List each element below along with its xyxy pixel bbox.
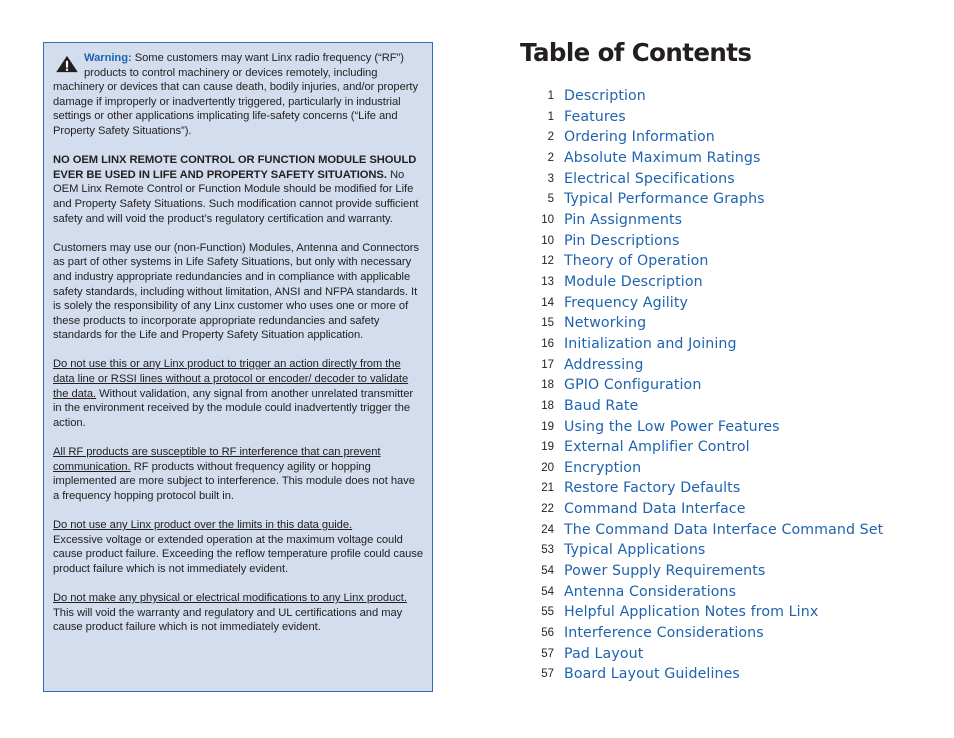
toc-entry[interactable] — [520, 520, 940, 541]
toc-link[interactable]: Typical Performance Graphs — [564, 191, 765, 208]
toc-link[interactable]: Interference Considerations — [564, 625, 764, 642]
toc-page-number: 56 — [541, 627, 554, 640]
toc-entry[interactable] — [520, 107, 940, 128]
toc-link[interactable]: Pin Assignments — [564, 211, 683, 228]
toc-entry[interactable] — [520, 561, 940, 582]
toc-page-number: 22 — [541, 503, 554, 516]
toc-page-number: 17 — [541, 358, 554, 371]
toc-entry[interactable] — [520, 499, 940, 520]
warning-label: Warning: — [84, 52, 132, 64]
oem-text: No OEM Linx Remote Control or Function Module should be modified for Life and Property Safety Situations. Such modification cannot provide sufficient safety and will void the product’s regulatory certification and warranty. — [53, 168, 419, 225]
toc-link[interactable]: Theory of Operation — [564, 253, 709, 270]
toc-entry[interactable] — [520, 231, 940, 252]
toc-page-number: 18 — [541, 399, 554, 412]
toc-title: Table of Contents — [520, 38, 752, 67]
rf-paragraph — [53, 445, 424, 503]
customers-paragraph — [53, 241, 424, 343]
toc-entry[interactable] — [520, 210, 940, 231]
toc-entry[interactable] — [520, 127, 940, 148]
toc-link[interactable]: Networking — [564, 315, 647, 332]
toc-entry[interactable] — [520, 375, 940, 396]
toc-link[interactable]: Antenna Considerations — [564, 583, 737, 600]
customers-text: Customers may use our (non-Function) Modules, Antenna and Connectors as part of other systems in Life Safety Situations, but only with necessary and industry appropriate redundancies and in compliance with applicable safety standards, including without limitation, ANSI and NFPA standards. It is solely the responsibility of any Linx customer who uses one or more of these products to incorporate appropriate redundancies and safety standards for the Life and Property Safety Situation application. — [53, 241, 419, 342]
toc-page-number: 19 — [541, 441, 554, 454]
toc-page-number: 57 — [541, 647, 554, 660]
toc-link[interactable]: External Amplifier Control — [564, 439, 750, 456]
limits-underlined-text: Do not use any Linx product over the limits in this data guide. — [53, 519, 353, 531]
toc-entry[interactable] — [520, 664, 940, 685]
toc-entry[interactable] — [520, 272, 940, 293]
toc-link[interactable]: Description — [564, 88, 646, 104]
toc-link[interactable]: Helpful Application Notes from Linx — [564, 604, 819, 621]
trigger-underlined-text: Do not use this or any Linx product to trigger an action directly from the data line or RSSI lines without a protocol or encoder/ decoder to validate the data. — [53, 358, 409, 400]
toc-link[interactable]: Typical Applications — [564, 542, 706, 559]
toc-entry[interactable] — [520, 437, 940, 458]
toc-list — [520, 86, 940, 685]
toc-entry[interactable] — [520, 396, 940, 417]
toc-page-number: 53 — [541, 544, 554, 557]
toc-page-number: 5 — [547, 193, 554, 206]
toc-link[interactable]: Board Layout Guidelines — [564, 666, 740, 683]
toc-page-number: 10 — [541, 213, 554, 226]
toc-page-number: 19 — [541, 420, 554, 433]
warning-icon — [54, 55, 80, 73]
mods-paragraph — [53, 591, 424, 635]
mods-underlined-text: Do not make any physical or electrical modifications to any Linx product. — [53, 591, 407, 604]
toc-link[interactable]: Power Supply Requirements — [564, 563, 766, 580]
toc-entry[interactable] — [520, 355, 940, 376]
toc-page-number: 10 — [541, 234, 554, 247]
toc-entry[interactable] — [520, 169, 940, 190]
toc-entry[interactable] — [520, 623, 940, 644]
toc-page-number: 1 — [547, 90, 554, 102]
warning-intro-paragraph — [53, 51, 424, 139]
toc-page-number: 21 — [541, 482, 554, 495]
toc-link[interactable]: Baud Rate — [564, 397, 639, 414]
toc-link[interactable]: Command Data Interface — [564, 501, 746, 518]
toc-entry[interactable] — [520, 582, 940, 603]
toc-page-number: 57 — [541, 668, 554, 681]
limits-text: Excessive voltage or extended operation at the maximum voltage could cause product failure. Exceeding the reflow temperature profile could cause product failure which is not immediately evident. — [53, 533, 423, 575]
toc-link[interactable]: Using the Low Power Features — [564, 418, 780, 435]
toc-entry[interactable] — [520, 313, 940, 334]
toc-link[interactable]: Features — [564, 108, 626, 125]
toc-page-number: 16 — [541, 337, 554, 350]
oem-paragraph — [53, 153, 424, 226]
toc-entry[interactable] — [520, 602, 940, 623]
toc-link[interactable]: GPIO Configuration — [564, 377, 702, 394]
toc-entry[interactable] — [520, 540, 940, 561]
toc-page-number: 13 — [541, 275, 554, 288]
toc-entry[interactable] — [520, 293, 940, 314]
toc-page-number: 14 — [541, 296, 554, 309]
toc-link[interactable]: Module Description — [564, 273, 703, 290]
toc-link[interactable]: Addressing — [564, 356, 644, 373]
toc-link[interactable]: Frequency Agility — [564, 294, 688, 311]
toc-entry[interactable] — [520, 417, 940, 438]
toc-link[interactable]: Encryption — [564, 459, 642, 476]
warning-intro-text: Some customers may want Linx radio frequency (“RF”) products to control machinery or devices remotely, including machinery or devices that can cause death, bodily injuries, and/or property damage if improperly or inadvertently triggered, particularly in industrial settings or other applications implicating life-safety concerns (“Life and Property Safety Situations”). — [53, 52, 419, 137]
toc-page-number: 18 — [541, 379, 554, 392]
toc-entry[interactable] — [520, 148, 940, 169]
warning-box — [43, 42, 433, 692]
toc-entry[interactable] — [520, 86, 940, 107]
toc-link[interactable]: Pad Layout — [564, 645, 644, 662]
limits-paragraph — [53, 518, 424, 576]
toc-link[interactable]: Electrical Specifications — [564, 170, 735, 187]
toc-link[interactable]: The Command Data Interface Command Set — [564, 521, 884, 538]
toc-entry[interactable] — [520, 458, 940, 479]
toc-link[interactable]: Ordering Information — [564, 129, 715, 146]
toc-link[interactable]: Pin Descriptions — [564, 232, 680, 249]
toc-page-number: 24 — [541, 523, 554, 536]
toc-page-number: 3 — [547, 172, 554, 185]
toc-page-number: 15 — [541, 317, 554, 330]
toc-entry[interactable] — [520, 334, 940, 355]
toc-page-number: 12 — [541, 255, 554, 268]
toc-page-number: 54 — [541, 585, 554, 598]
toc-page-number: 54 — [541, 565, 554, 578]
toc-page-number: 2 — [547, 131, 554, 144]
trigger-paragraph — [53, 357, 424, 430]
toc-page-number: 20 — [541, 461, 554, 474]
toc-page-number: 1 — [547, 110, 554, 123]
toc-link[interactable]: Restore Factory Defaults — [564, 480, 741, 497]
toc-link[interactable]: Absolute Maximum Ratings — [564, 149, 761, 166]
toc-entry[interactable] — [520, 478, 940, 499]
mods-text: This will void the warranty and regulatory and UL certifications and may cause product failure which is not immediately evident. — [53, 606, 403, 634]
trigger-text: Without validation, any signal from another unrelated transmitter in the environment received by the module could inadvertently trigger the action. — [53, 387, 414, 429]
toc-page-number: 55 — [541, 606, 554, 619]
toc-entry[interactable] — [520, 189, 940, 210]
toc-entry[interactable] — [520, 644, 940, 665]
oem-bold-text: NO OEM LINX REMOTE CONTROL OR FUNCTION MODULE SHOULD EVER BE USED IN LIFE AND PROPERTY SAFETY SITUATIONS. — [53, 154, 417, 181]
toc-page-number: 2 — [547, 151, 554, 164]
toc-link[interactable]: Initialization and Joining — [564, 335, 737, 352]
rf-underlined-text: All RF products are susceptible to RF interference that can prevent communication. — [53, 446, 381, 473]
rf-text: RF products without frequency agility or hopping implemented are more subject to interference. This module does not have a frequency hopping protocol built in. — [53, 460, 415, 502]
toc-entry[interactable] — [520, 251, 940, 272]
